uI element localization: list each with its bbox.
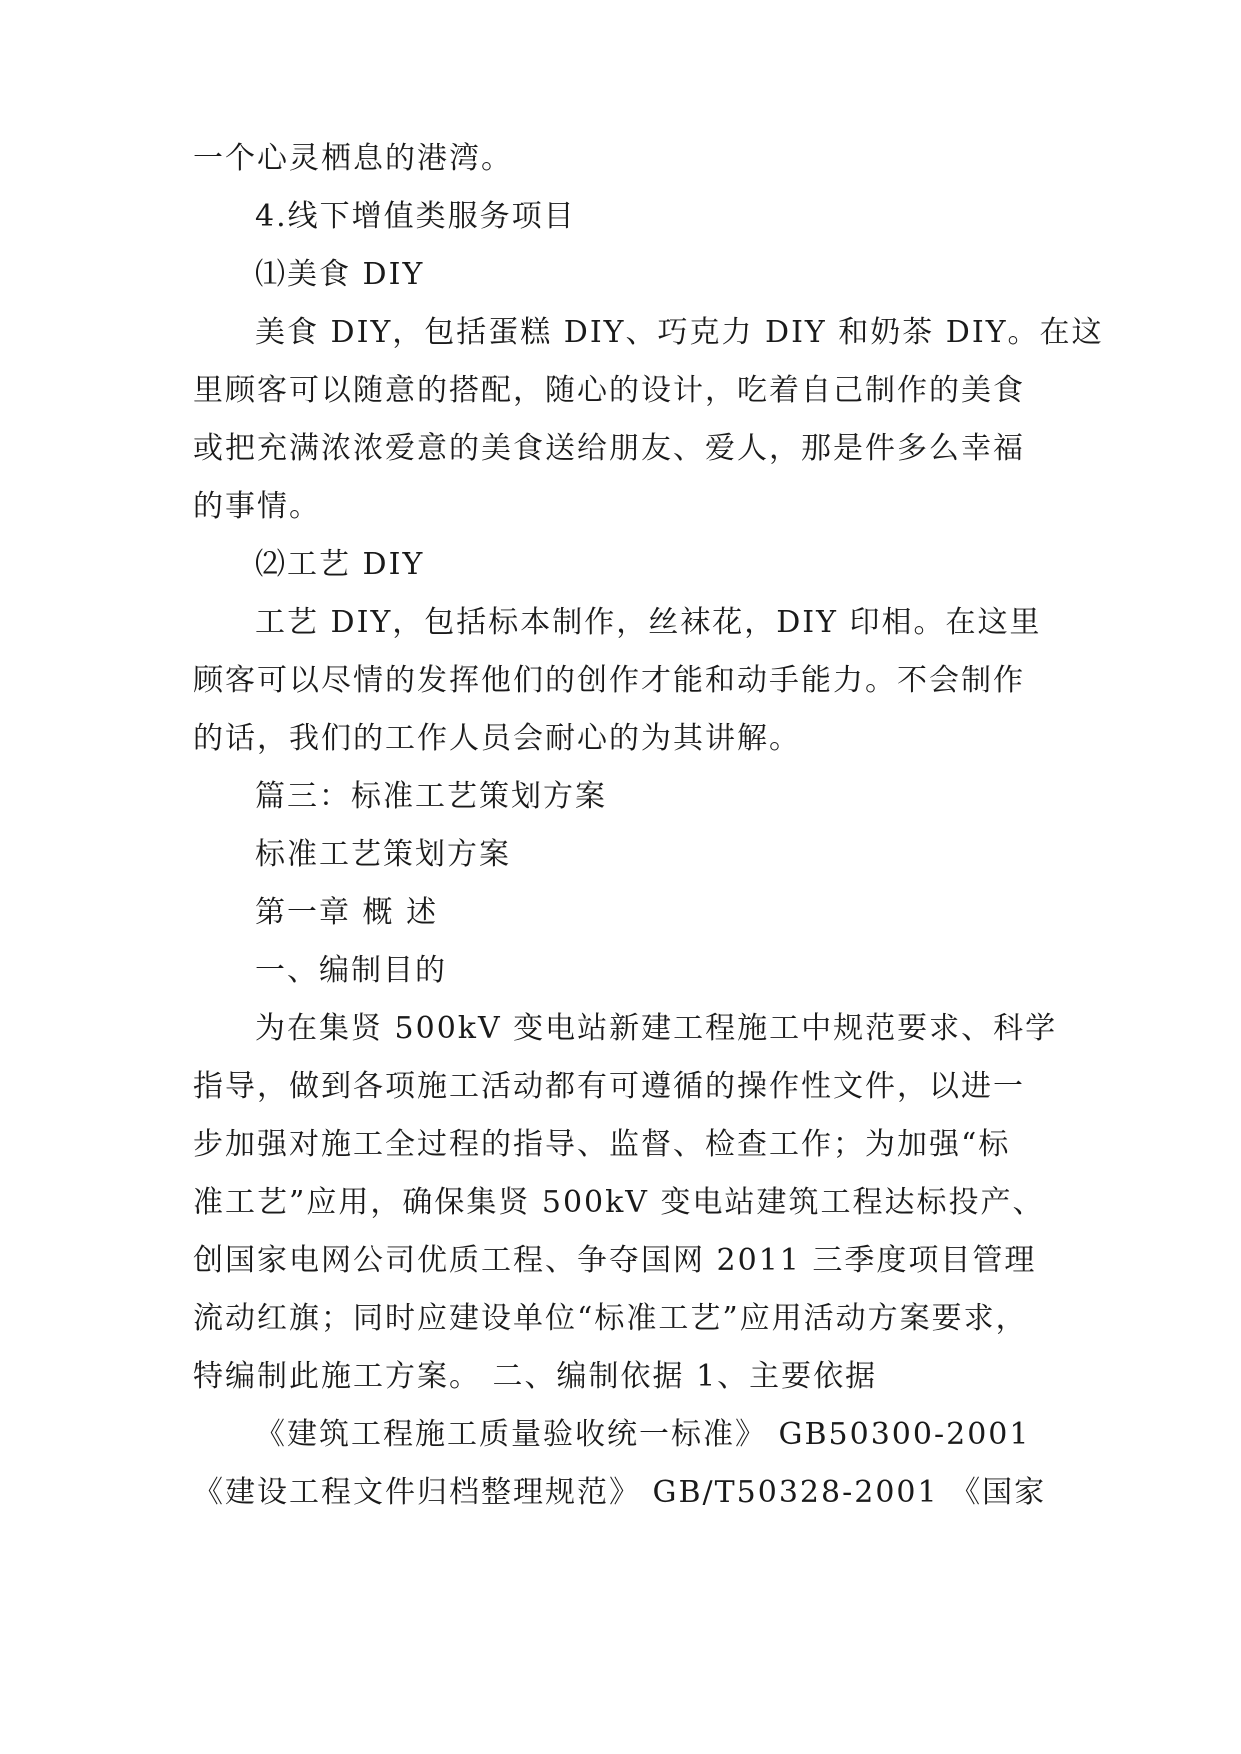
chapter-heading: 第一章 概 述 <box>255 895 439 930</box>
text-line: 的事情。 <box>193 489 321 524</box>
text-line: 《建筑工程施工质量验收统一标准》 GB50300-2001 <box>255 1417 1031 1452</box>
text-line: 里顾客可以随意的搭配，随心的设计，吃着自己制作的美食 <box>193 373 1025 408</box>
text-line: 工艺 DIY，包括标本制作，丝袜花，DIY 印相。在这里 <box>255 605 1042 640</box>
text-line: 指导，做到各项施工活动都有可遵循的操作性文件，以进一 <box>193 1069 1025 1104</box>
text-line: 为在集贤 500kV 变电站新建工程施工中规范要求、科学 <box>255 1011 1058 1046</box>
text-line: 特编制此施工方案。 二、编制依据 1、主要依据 <box>193 1359 878 1394</box>
text-line: 一个心灵栖息的港湾。 <box>193 141 513 176</box>
text-line: 顾客可以尽情的发挥他们的创作才能和动手能力。不会制作 <box>193 663 1025 698</box>
document-body <box>193 130 1104 1522</box>
text-line: 《建设工程文件归档整理规范》 GB/T50328-2001 《国家 <box>193 1475 1047 1510</box>
text-line: 步加强对施工全过程的指导、监督、检查工作；为加强“标 <box>193 1127 1011 1162</box>
subsection-heading: ⑴美食 DIY <box>255 257 425 292</box>
text-line: 流动红旗；同时应建设单位“标准工艺”应用活动方案要求， <box>193 1301 1028 1336</box>
section-heading: 一、编制目的 <box>255 953 447 988</box>
part-heading: 篇三：标准工艺策划方案 <box>255 779 607 814</box>
text-line: 美食 DIY，包括蛋糕 DIY、巧克力 DIY 和奶茶 DIY。在这 <box>255 315 1104 350</box>
text-line: 准工艺”应用，确保集贤 500kV 变电站建筑工程达标投产、 <box>193 1185 1045 1220</box>
text-line: 创国家电网公司优质工程、争夺国网 2011 三季度项目管理 <box>193 1243 1037 1278</box>
subsection-heading: ⑵工艺 DIY <box>255 547 425 582</box>
text-line: 或把充满浓浓爱意的美食送给朋友、爱人，那是件多么幸福 <box>193 431 1025 466</box>
text-line: 的话，我们的工作人员会耐心的为其讲解。 <box>193 721 801 756</box>
section-heading: 4.线下增值类服务项目 <box>255 199 576 234</box>
document-title: 标准工艺策划方案 <box>255 837 511 872</box>
